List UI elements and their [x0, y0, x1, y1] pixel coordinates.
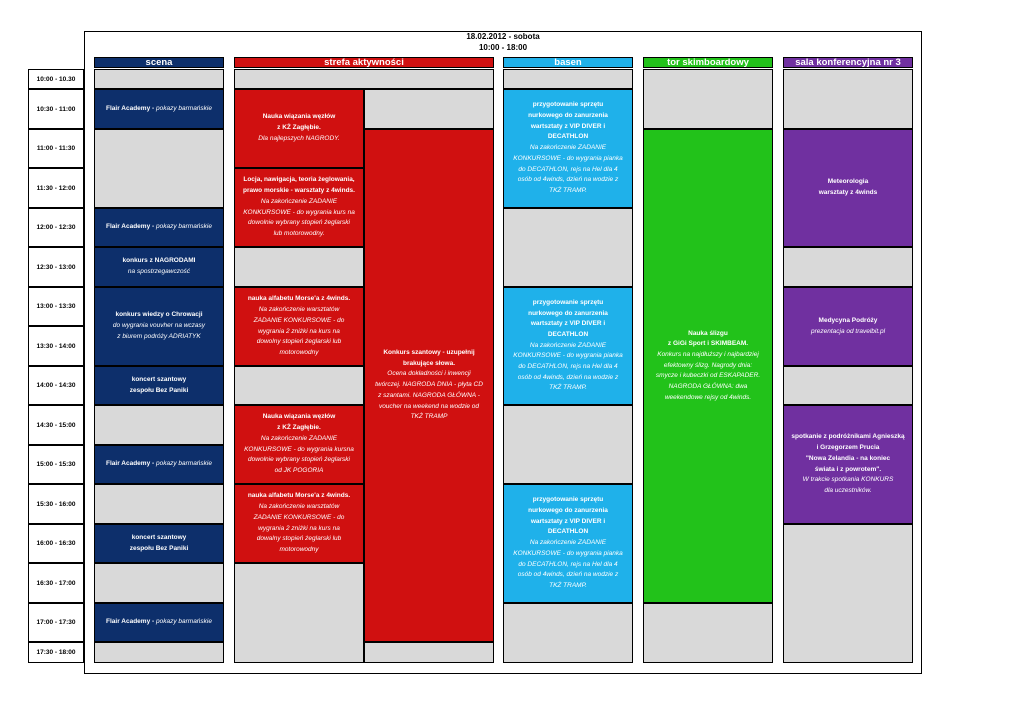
event-desc: pokazy barmańskie [155, 104, 212, 112]
event-desc: z biurem podróży ADRIATYK [117, 332, 201, 340]
event-konkurs-chorwacja [94, 287, 224, 366]
event-title: Konkurs szantowy - uzupełnij [383, 349, 475, 357]
time-slot: 15:00 - 15:30 [28, 445, 84, 484]
event-title: wartsztaty z VIP DIVER i [530, 320, 606, 328]
time-slot: 17:00 - 17:30 [28, 603, 84, 642]
schedule-date: 18.02.2012 - sobota [466, 32, 540, 41]
event-desc: KONKURSOWE - do wygrania pianka [513, 352, 623, 360]
event-title: Nauka wiązania węzłów [262, 113, 336, 121]
time-slot: 10:30 - 11:00 [28, 89, 84, 129]
event-desc: pokazy barmańskie [155, 460, 212, 468]
event-desc: Na zakończenie warsztatów [258, 306, 340, 314]
event-desc: dowolny stopień żeglarski lub [256, 338, 342, 346]
event-desc: do DECATHLON, rejs na Hel dla 4 [518, 560, 618, 568]
column-header-strefa: strefa aktywności [234, 57, 494, 68]
empty-slot [503, 405, 633, 484]
event-konkurs-nagrody [94, 247, 224, 287]
time-slot: 12:30 - 13:00 [28, 247, 84, 287]
event-desc: ZADANIE KONKURSOWE - do [253, 316, 345, 324]
event-title: "Nowa Zelandia - na koniec [805, 454, 891, 462]
event-desc: TKŻ TRAMP. [549, 384, 587, 392]
empty-slot [783, 247, 913, 287]
event-title: warsztaty z 4winds [818, 189, 878, 196]
event-desc: Na zakończenie ZADANIE [260, 434, 338, 442]
event-title: koncert szantowy [131, 375, 187, 383]
event-locja-nawigacja [234, 168, 364, 247]
event-koncert-szantowy [94, 524, 224, 563]
event-desc: dla uczestników. [824, 486, 872, 494]
event-title: Nauka wiązania węzłów [262, 413, 336, 421]
event-desc: Na zakończenie warsztatów [258, 503, 340, 511]
event-desc: lub motorowodny. [273, 229, 325, 237]
event-desc: zespołu Bez Paniki [129, 544, 189, 552]
time-slot: 13:00 - 13:30 [28, 287, 84, 326]
event-desc: TKŻ TRAMP. [549, 581, 587, 589]
empty-slot [234, 563, 364, 663]
event-desc: NAGRODA GŁÓWNA: dwa [668, 383, 748, 391]
event-koncert-szantowy [94, 366, 224, 405]
event-desc: weekendowe rejsy od 4winds. [664, 393, 752, 401]
column-header-tor: tor skimboardowy [643, 57, 773, 68]
event-title: koncert szantowy [131, 533, 187, 541]
event-desc: KONKURSOWE - do wygrania pianka [513, 154, 623, 162]
event-desc: Konkurs na najdłuższy i najbardziej [657, 350, 759, 358]
event-title: brakujące słowa. [402, 359, 456, 367]
event-desc: z szantami. NAGRODA GŁÓWNA - [378, 391, 480, 399]
column-header-scena: scena [94, 57, 224, 68]
empty-slot [94, 405, 224, 445]
event-title: nurkowego do zanurzenia [528, 507, 608, 515]
event-desc: efektowny ślizg. Nagrody dnia: [663, 361, 753, 369]
empty-slot [234, 247, 364, 287]
empty-slot [94, 129, 224, 208]
event-desc: pokazy barmańskie [155, 618, 212, 626]
column-header-basen: basen [503, 57, 633, 68]
event-desc: wygrania 2 zniżki na kurs na [258, 327, 340, 335]
empty-slot [364, 642, 494, 663]
event-desc: wygrania 2 zniżki na kurs na [258, 524, 340, 532]
event-title: DECATHLON [547, 330, 589, 338]
event-title: przygotowanie sprzętu [532, 101, 604, 109]
event-desc: voucher na weekend na wodzie od [378, 402, 480, 410]
event-title: nauka alfabetu Morse'a z 4winds. [247, 492, 351, 500]
event-desc: zespołu Bez Paniki [129, 386, 189, 394]
event-desc: od JK POGORIA [274, 466, 324, 474]
event-desc: do DECATHLON, rejs na Hel dla 4 [518, 165, 618, 173]
event-meteorologia [783, 129, 913, 247]
empty-slot [364, 89, 494, 129]
time-slot: 15:30 - 16:00 [28, 484, 84, 524]
event-title: nurkowego do zanurzenia [528, 309, 608, 317]
event-title: i Grzegorzem Prucia [816, 444, 880, 452]
event-nurkowanie-warsztaty [503, 287, 633, 405]
time-slot: 11:00 - 11:30 [28, 129, 84, 168]
event-desc: motorowodny [279, 348, 319, 356]
empty-slot [94, 484, 224, 524]
event-desc: twórczej. NAGRODA DNIA - płyta CD [375, 381, 483, 389]
event-title: z GiGi Sport i SKIMBEAM. [667, 340, 749, 348]
event-desc: prezentacja od travelbit.pl [810, 327, 886, 335]
event-title: konkurs wiedzy o Chrowacji [115, 311, 203, 319]
event-wiazanie-wezlow [234, 405, 364, 484]
event-alfabet-morsea [234, 287, 364, 366]
time-slot: 17:30 - 18:00 [28, 642, 84, 663]
event-title: Meteorologia [827, 178, 869, 186]
event-title: wartsztaty z VIP DIVER i [530, 122, 606, 130]
event-title: Locja, nawigacja, teoria żeglowania, [243, 176, 355, 184]
event-title: DECATHLON [547, 133, 589, 141]
event-title: nauka alfabetu Morse'a z 4winds. [247, 295, 351, 303]
event-desc: Na zakończenie ZADANIE [529, 539, 607, 547]
event-desc: Na zakończenie ZADANIE [529, 341, 607, 349]
event-title: Nauka ślizgu [688, 329, 728, 337]
time-slot: 13:30 - 14:00 [28, 326, 84, 366]
schedule-hours: 10:00 - 18:00 [478, 43, 528, 52]
event-title: Medycyna Podróży [818, 316, 878, 324]
time-slot: 10:00 - 10.30 [28, 69, 84, 89]
event-title: Flair Academy - [106, 460, 156, 468]
empty-slot [643, 69, 773, 129]
event-title: wartsztaty z VIP DIVER i [530, 517, 606, 525]
event-flair-academy [94, 445, 224, 484]
event-nauka-slizgu [643, 129, 773, 603]
event-desc: osób od 4winds, dzień na wodzie z [517, 176, 619, 184]
event-title: z KŻ Zagłębie. [277, 124, 321, 132]
event-desc: na spostrzegawczość [127, 268, 191, 275]
empty-slot [643, 603, 773, 663]
empty-slot [503, 603, 633, 663]
event-nurkowanie-warsztaty [503, 89, 633, 208]
event-title: Flair Academy - [106, 104, 156, 112]
event-flair-academy [94, 89, 224, 129]
empty-slot [234, 366, 364, 405]
event-spotkanie-podroznicy [783, 405, 913, 524]
event-title: prawo morskie - warsztaty z 4winds. [243, 187, 355, 195]
event-desc: osób od 4winds, dzień na wodzie z [517, 373, 619, 381]
event-desc: ZADANIE KONKURSOWE - do [253, 513, 345, 521]
event-title: spotkanie z podróżnikami Agnieszką [791, 433, 905, 441]
time-slot: 12:00 - 12:30 [28, 208, 84, 247]
empty-slot [94, 563, 224, 603]
event-title: nurkowego do zanurzenia [528, 112, 608, 120]
time-slot: 14:00 - 14:30 [28, 366, 84, 405]
event-desc: dowolnie wybrany stopień żeglarski [248, 219, 350, 227]
event-flair-academy [94, 603, 224, 642]
event-desc: osób od 4winds, dzień na wodzie z [517, 571, 619, 579]
event-title: DECATHLON [547, 528, 589, 536]
event-flair-academy [94, 208, 224, 247]
column-header-sala: sala konferencyjna nr 3 [783, 57, 913, 68]
event-desc: TKŻ TRAMP [410, 413, 448, 421]
event-wiazanie-wezlow [234, 89, 364, 168]
empty-slot [94, 69, 224, 89]
event-title: świata i z powrotem". [814, 465, 882, 473]
event-desc: do wygrania vouvher na wczasy [112, 322, 206, 330]
empty-slot [234, 69, 494, 89]
empty-slot [503, 208, 633, 287]
empty-slot [503, 69, 633, 89]
event-alfabet-morsea [234, 484, 364, 563]
event-desc: Dla najlepszych NAGRODY. [258, 134, 340, 142]
event-title: z KŻ Zagłębie. [277, 424, 321, 432]
event-desc: Ocena dokładności i inwencji [387, 370, 471, 378]
event-desc: TKŻ TRAMP. [549, 186, 587, 194]
event-title: przygotowanie sprzętu [532, 496, 604, 504]
event-medycyna-podrozy [783, 287, 913, 366]
event-desc: KONKURSOWE - do wygrania kurs na [243, 208, 355, 216]
event-desc: Na zakończenie ZADANIE [260, 197, 338, 205]
event-desc: do DECATHLON, rejs na Hel dla 4 [518, 363, 618, 371]
event-title: przygotowanie sprzętu [532, 298, 604, 306]
time-slot: 16:30 - 17:00 [28, 563, 84, 603]
time-slot: 11:30 - 12:00 [28, 168, 84, 208]
event-konkurs-szantowy [364, 129, 494, 642]
event-desc: smycze i kubeczki od ESKAPADER. [655, 372, 761, 380]
event-desc: Na zakończenie ZADANIE [529, 144, 607, 152]
event-nurkowanie-warsztaty [503, 484, 633, 603]
time-slot: 16:00 - 16:30 [28, 524, 84, 563]
event-desc: pokazy barmańskie [155, 223, 212, 231]
event-desc: KONKURSOWE - do wygrania pianka [513, 549, 623, 557]
empty-slot [94, 642, 224, 663]
empty-slot [783, 69, 913, 129]
time-slot: 14:30 - 15:00 [28, 405, 84, 445]
event-title: konkurs z NAGRODAMI [122, 257, 196, 265]
event-desc: W trakcie spotkania KONKURS [802, 476, 894, 484]
event-title: Flair Academy - [106, 223, 156, 231]
empty-slot [783, 366, 913, 405]
event-desc: dowolnie wybrany stopień żeglarski [248, 456, 350, 464]
event-desc: KONKURSOWE - do wygrania kursna [244, 445, 354, 453]
event-desc: motorowodny [279, 545, 319, 553]
event-desc: dowalny stopień żeglarski lub [256, 535, 342, 543]
event-title: Flair Academy - [106, 618, 156, 626]
empty-slot [783, 524, 913, 663]
